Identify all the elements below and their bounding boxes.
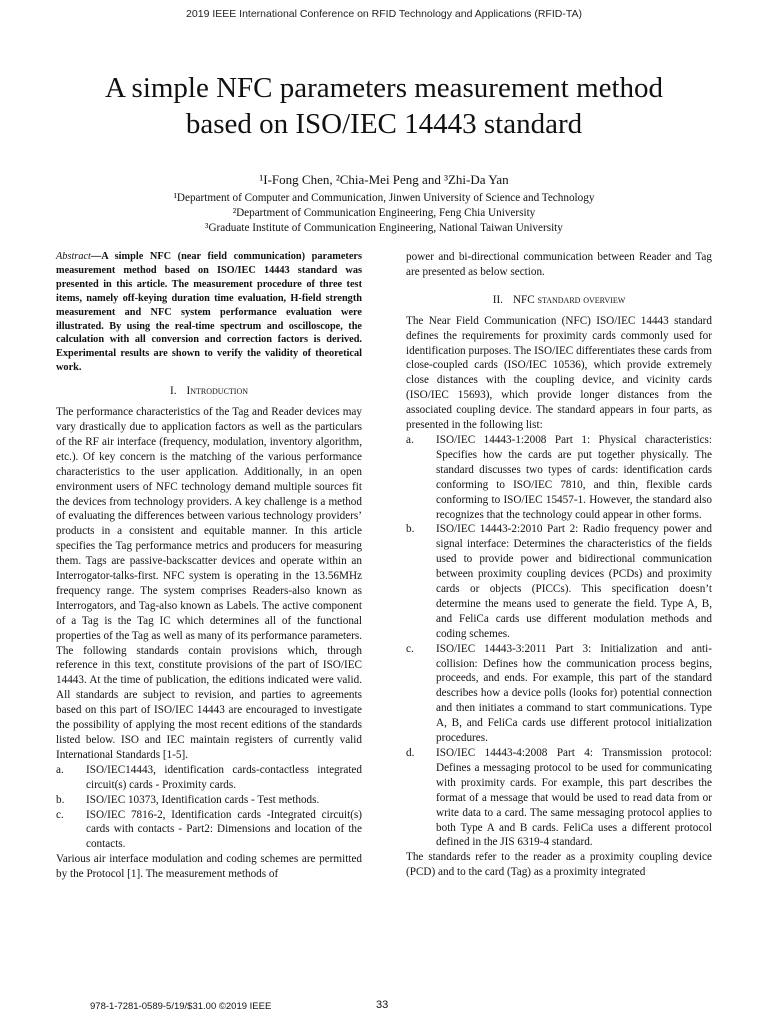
introduction-paragraph: The performance characteristics of the Tag and Reader devices may vary drastically due to application factors as well as the particulars of the RF air interface (frequency, modulation, inventory algorithm, etc.). Of key concern is the matching of the various performance characteristics to the user application. Additionally, in an open environment users of NFC technology demand multiple sources fit the devices from technology providers. A key challenge is a method of evaluating the differences between various technology providers’ products in a consistent and equitable manner. In this article specifies the Tag performance metrics and producers for measuring them. Tags are passive-backscatter devices and operate within an Interrogator-talks-first. NFC system is operating in the 13.56MHz frequency range. The system comprises Readers-also known as Interrogators, and Tag-also known as Labels. The active component of a Tag is the Tag IC which determines all of the functional properties of the Tag as well as many of its performance parameters. The following standards contain provisions which, through reference in this text, constitute provisions of the part of ISO/IEC 14443. At the time of publication, the editions indicated were valid. All standards are subject to revision, and parties to agreements based on this part of ISO/IEC 14443 are encouraged to investigate the possibility of applying the most recent editions of the standards listed below. ISO and IEC maintain registers of currently valid International Standards [1-5]. [56,406,362,761]
list-marker: b. [406,523,415,536]
title-line-2: based on ISO/IEC 14443 standard [185,108,583,140]
section-heading-introduction [56,384,362,399]
list-item [56,763,362,793]
section-heading-nfc-overview [406,293,712,308]
section-number: II. [492,293,503,306]
list-text: ISO/IEC 14443-3:2011 Part 3: Initialization and anti-collision: Defines how the communication process begins, proceeds, and ends. For example, this part of the standard describes how a device polls (looks for) potential connection and then initiates a command to start communications. Type A, B, and FeliCa cards use different protocol initialization procedures. [436,642,712,745]
list-text: ISO/IEC 14443-1:2008 Part 1: Physical characteristics: Specifies how the cards are put together physically. The standard discusses two types of cards: identification cards conforming to ISO/IEC 7810, and thin, flexible cards conforming to ISO/IEC 15457-1. However, the standard also recognizes that the technology could appear in other forms. [436,433,712,521]
overview-paragraph-2: The standards refer to the reader as a proximity coupling device (PCD) and to the card (Tag) as a proximity integrated [406,851,712,879]
list-text: ISO/IEC14443, identification cards-contactless integrated circuit(s) cards - Proximity cards. [86,763,362,791]
copyright-footer: 978-1-7281-0589-5/19/$31.00 ©2019 IEEE [90,1001,272,1012]
affiliation-2: ²Department of Communication Engineering, Feng Chia University [232,207,536,219]
list-marker: b. [56,793,65,806]
abstract [56,250,362,375]
paper-title [40,70,728,142]
list-item [406,746,712,850]
list-text: ISO/IEC 10373, Identification cards - Test methods. [86,793,320,806]
standards-list [56,763,362,852]
parts-list [406,433,712,850]
list-item [56,808,362,853]
affiliation-1: ¹Department of Computer and Communication, Jinwen University of Science and Technology [173,192,595,204]
list-marker: d. [406,747,415,759]
section-title: Introduction [186,385,249,398]
overview-paragraph: The Near Field Communication (NFC) ISO/IEC 14443 standard defines the requirements for proximity cards commonly used for identification purposes. The ISO/IEC differentiates these cards from close-coupled cards (ISO/IEC 10536), which provide extremely close distances with the coupling device, and vicinity cards (ISO/IEC 15693), which provide longer distances from the associated coupling device. The standard appears in four parts, as presented in the following list: [406,314,712,432]
list-item [406,642,712,746]
list-text: ISO/IEC 7816-2, Identification cards -Integrated circuit(s) cards with contacts - Part2: Dimensions and location of the contacts. [86,808,362,851]
list-text: ISO/IEC 14443-2:2010 Part 2: Radio frequency power and signal interface: Determines the characteristics of the fields used to provide power and bidirectional communication between proximity coupling devices (PCDs) and proximity cards or objects (PICCs). This specification doesn’t determine the means used to generate the field. Type A, B, and FeliCa cards use different modulation methods and coding schemes. [436,523,712,640]
list-marker: c. [406,642,414,655]
section-title: NFC standard overview [512,293,626,306]
abstract-label: Abstract [56,251,91,262]
list-item [56,793,362,808]
list-marker: a. [56,763,64,776]
title-line-1: A simple NFC parameters measurement method [104,72,664,104]
list-marker: c. [56,808,64,821]
continued-paragraph: power and bi-directional communication between Reader and Tag are presented as below section. [406,251,712,278]
abstract-text: —A simple NFC (near field communication) parameters measurement method based on ISO/IEC 14443 standard was presented in this article. The measurement procedure of three test items, namely off-keying duration time evaluation, H-field strength measurement and NFC system performance evaluation were illustrated. By using the real-time spectrum and oscilloscope, the calculation with all conversion and correction factors is derived. Experimental results are shown to verify the validity of theoretical work. [56,251,362,374]
list-item [406,433,712,522]
introduction-paragraph-2: Various air interface modulation and coding schemes are permitted by the Protocol [1]. The measurement methods of [56,853,362,881]
list-marker: a. [406,433,414,446]
list-item [406,522,712,641]
page-number: 33 [376,999,389,1011]
affiliations [0,191,768,236]
left-column [56,250,362,882]
affiliation-3: ³Graduate Institute of Communication Engineering, National Taiwan University [205,222,563,234]
list-text: ISO/IEC 14443-4:2008 Part 4: Transmission protocol: Defines a messaging protocol to be used for communicating with proximity cards. For example, this part describes the format of a message that would be used to read data from or write data to a card. The same messaging protocol applies to both Type A and B cards. FeliCa uses a different protocol defined in the JIS 6319-4 standard. [436,747,712,849]
authors: ¹I-Fong Chen, ²Chia-Mei Peng and ³Zhi-Da Yan [259,172,509,187]
right-column [406,250,712,880]
conference-header: 2019 IEEE International Conference on RFID Technology and Applications (RFID-TA) [186,8,582,20]
section-number: I. [169,385,177,398]
